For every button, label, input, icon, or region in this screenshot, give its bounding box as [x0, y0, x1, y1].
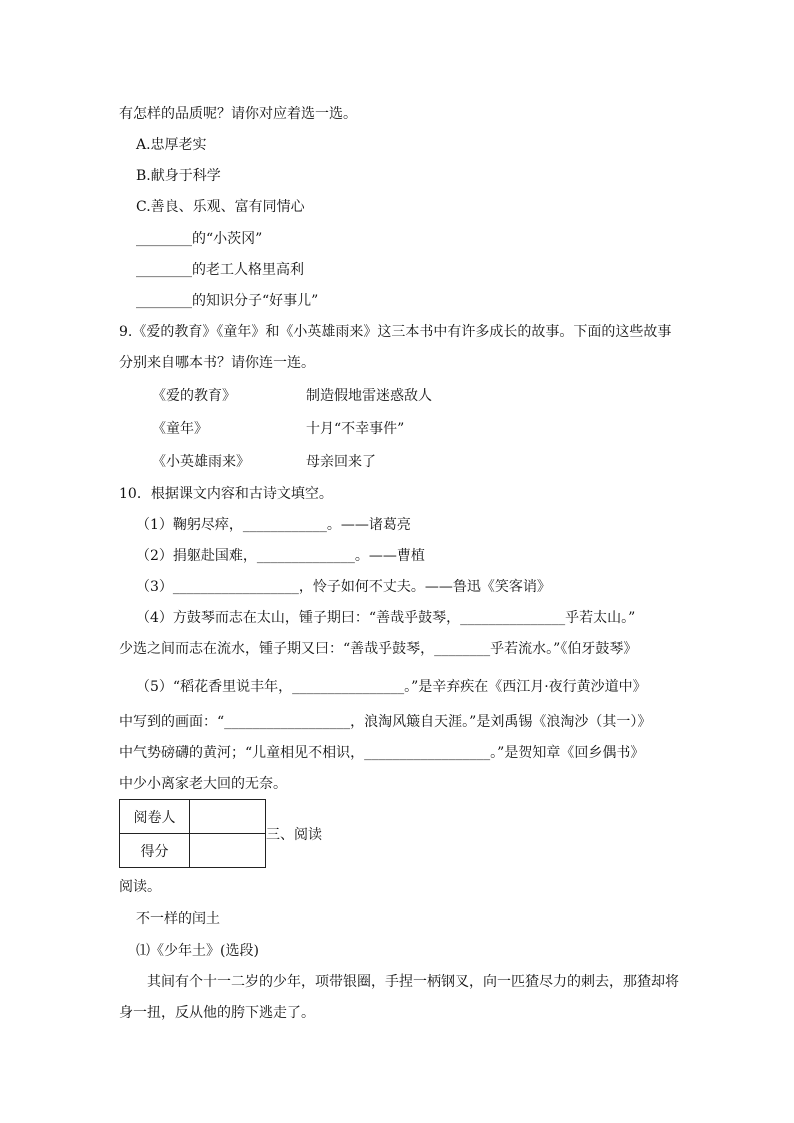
q9-line-1: 9.《爱的教育》《童年》和《小英雄雨来》这三本书中有许多成长的故事。下面的这些故事: [119, 324, 672, 340]
q9-story-2: 十月“不幸事件”: [306, 421, 405, 437]
q8-blank-1: ________的“小茨冈”: [136, 231, 263, 247]
score-label: 得分: [120, 834, 190, 868]
q10-title: 10．根据课文内容和古诗文填空。: [119, 486, 333, 502]
q10-item-5-cont-1: 中写到的画面：“__________________，浪淘风簸自天涯。”是刘禹锡《浪淘沙（其一）》: [119, 714, 652, 730]
q10-item-2: （2）捐躯赴国难，______________。——曹植: [136, 548, 425, 564]
q8-blank-2: ________的老工人格里高利: [136, 262, 304, 278]
q8-intro: 有怎样的品质呢？请你对应着选一选。: [119, 106, 357, 122]
q9-book-1: 《爱的教育》: [152, 388, 236, 404]
score-box[interactable]: [190, 834, 266, 868]
score-table: [119, 799, 266, 868]
q10-item-5: （5）“稻花香里说丰年，________________。”是辛弃疾在《西江月·夜行黄沙道中》: [136, 679, 647, 695]
q8-option-a: A.忠厚老实: [136, 137, 207, 153]
section-sub: 阅读。: [119, 879, 161, 895]
q8-option-c: C.善良、乐观、富有同情心: [136, 199, 305, 215]
paragraph-line-2: 身一扭，反从他的胯下逃走了。: [119, 1005, 315, 1021]
q9-line-2: 分别来自哪本书？请你连一连。: [119, 355, 315, 371]
reviewer-box[interactable]: [190, 800, 266, 834]
q9-story-3: 母亲回来了: [306, 454, 376, 470]
reviewer-label: 阅卷人: [120, 800, 190, 834]
paragraph-line-1: 其间有个十一二岁的少年，项带银圈，手捏一柄钢叉，向一匹猹尽力的刺去，那猹却将: [147, 974, 679, 990]
q9-story-1: 制造假地雷迷惑敌人: [306, 388, 432, 404]
q10-item-3: （3）__________________，怜子如何不丈夫。——鲁迅《笑客诮》: [136, 579, 551, 595]
q10-item-5-cont-3: 中少小离家老大回的无奈。: [119, 776, 287, 792]
q9-book-2: 《童年》: [152, 421, 208, 437]
q8-option-b: B.献身于科学: [136, 168, 221, 184]
excerpt-title: ⑴《少年土》(选段): [136, 943, 259, 959]
q10-item-5-cont-2: 中气势磅礴的黄河；“儿童相见不相识，__________________。”是贺知章《回乡偶书》: [119, 745, 645, 761]
q9-book-3: 《小英雄雨来》: [152, 454, 250, 470]
q10-item-1: （1）鞠躬尽瘁，____________。——诸葛亮: [136, 517, 411, 533]
section-heading: 三、阅读: [266, 827, 322, 843]
reading-title: 不一样的闰土: [136, 911, 220, 927]
q8-blank-3: ________的知识分子“好事儿”: [136, 293, 319, 309]
q10-item-4: （4）方鼓琴而志在太山，锺子期曰：“善哉乎鼓琴，_______________乎若太山。”: [136, 610, 636, 626]
q10-item-4-cont: 少选之间而志在流水，锺子期又曰：“善哉乎鼓琴，________乎若流水。”《伯牙鼓琴》: [119, 641, 638, 657]
